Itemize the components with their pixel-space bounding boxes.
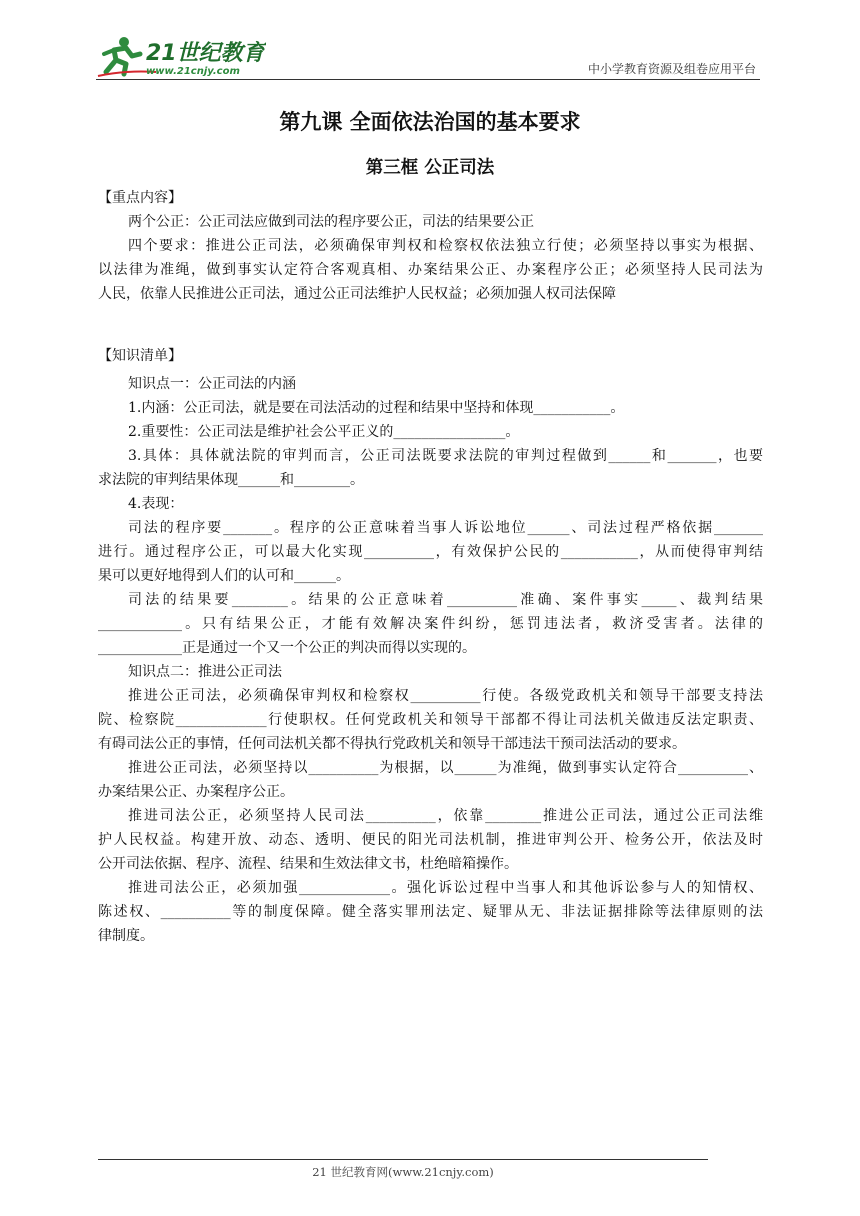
page-header: [96, 30, 760, 78]
key-section-heading: 【重点内容】: [98, 190, 182, 206]
paragraph-line: 司法的程序要_______。程序的公正意味着当事人诉讼地位______、司法过程严格依据_______: [128, 520, 763, 536]
paragraph-line: 果可以更好地得到人们的认可和______。: [98, 568, 350, 584]
paragraph-line: 陈述权、__________等的制度保障。健全落实罪刑法定、疑罪从无、非法证据排除等法律原则的法: [98, 904, 763, 920]
paragraph-line: ____________正是通过一个又一个公正的判决而得以实现的。: [98, 640, 476, 656]
subheading: 知识点一：公正司法的内涵: [128, 376, 296, 392]
logo-url: www.21cnjy.com: [146, 66, 240, 77]
document-body: [98, 186, 763, 948]
paragraph-line: 公开司法依据、程序、流程、结果和生效法律文书，杜绝暗箱操作。: [98, 856, 518, 872]
paragraph-line: 以法律为准绳，做到事实认定符合客观真相、办案结果公正、办案程序公正；必须坚持人民司法为: [98, 262, 763, 278]
paragraph-line: 两个公正：公正司法应做到司法的程序要公正，司法的结果要公正: [128, 214, 534, 230]
paragraph-line: 推进司法公正，必须坚持人民司法__________，依靠________推进公正司法，通过公正司法维: [128, 808, 763, 824]
paragraph-line: 推进公正司法，必须确保审判权和检察权__________行使。各级党政机关和领导干部要支持法: [128, 688, 763, 704]
footer-divider: [98, 1159, 708, 1160]
paragraph-line: 律制度。: [98, 928, 154, 944]
paragraph-line: 求法院的审判结果体现______和________。: [98, 472, 364, 488]
knowledge-section-heading: 【知识清单】: [98, 348, 182, 364]
paragraph-line: 四个要求：推进公正司法，必须确保审判权和检察权依法独立行使；必须坚持以事实为根据、: [128, 238, 763, 254]
header-divider: [96, 79, 760, 80]
paragraph-line: 推进公正司法，必须坚持以__________为根据，以______为准绳，做到事实认定符合__________、: [128, 760, 763, 776]
subheading: 知识点二：推进公正司法: [128, 664, 282, 680]
paragraph-line: ____________。只有结果公正，才能有效解决案件纠纷，惩罚违法者，救济受害者。法律的: [98, 616, 763, 632]
lesson-title: 第九课 全面依法治国的基本要求: [279, 110, 581, 134]
paragraph-line: 有碍司法公正的事情，任何司法机关都不得执行党政机关和领导干部违法干预司法活动的要求。: [98, 736, 686, 752]
section-spacer: [98, 306, 763, 344]
paragraph-line: 1.内涵：公正司法，就是要在司法活动的过程和结果中坚持和体现___________。: [128, 400, 625, 416]
header-tagline: 中小学教育资源及组卷应用平台: [587, 62, 756, 76]
paragraph-line: 院、检察院_____________行使职权。任何党政机关和领导干部都不得让司法机关做违反法定职责、: [98, 712, 763, 728]
paragraph-line: 4.表现：: [128, 496, 184, 512]
site-logo: [96, 34, 266, 78]
paragraph-line: 护人民权益。构建开放、动态、透明、便民的阳光司法机制，推进审判公开、检务公开，依法及时: [98, 832, 763, 848]
page-footer: 21 世纪教育网(www.21cnjy.com): [312, 1165, 494, 1179]
paragraph-line: 3.具体：具体就法院的审判而言，公正司法既要求法院的审判过程做到______和_______，也要: [128, 448, 763, 464]
paragraph-line: 进行。通过程序公正，可以最大化实现__________，有效保护公民的___________，从而使得审判结: [98, 544, 763, 560]
paragraph-line: 办案结果公正、办案程序公正。: [98, 784, 294, 800]
paragraph-line: 司法的结果要________。结果的公正意味着__________准确、案件事实_____、裁判结果: [128, 592, 763, 608]
lesson-subtitle: 第三框 公正司法: [365, 158, 495, 178]
logo-text: 21世纪教育: [146, 41, 265, 66]
paragraph-line: 2.重要性：公正司法是维护社会公平正义的________________。: [128, 424, 520, 440]
paragraph-line: 推进司法公正，必须加强_____________。强化诉讼过程中当事人和其他诉讼参与人的知情权、: [128, 880, 763, 896]
paragraph-line: 人民，依靠人民推进公正司法，通过公正司法维护人民权益；必须加强人权司法保障: [98, 286, 616, 302]
